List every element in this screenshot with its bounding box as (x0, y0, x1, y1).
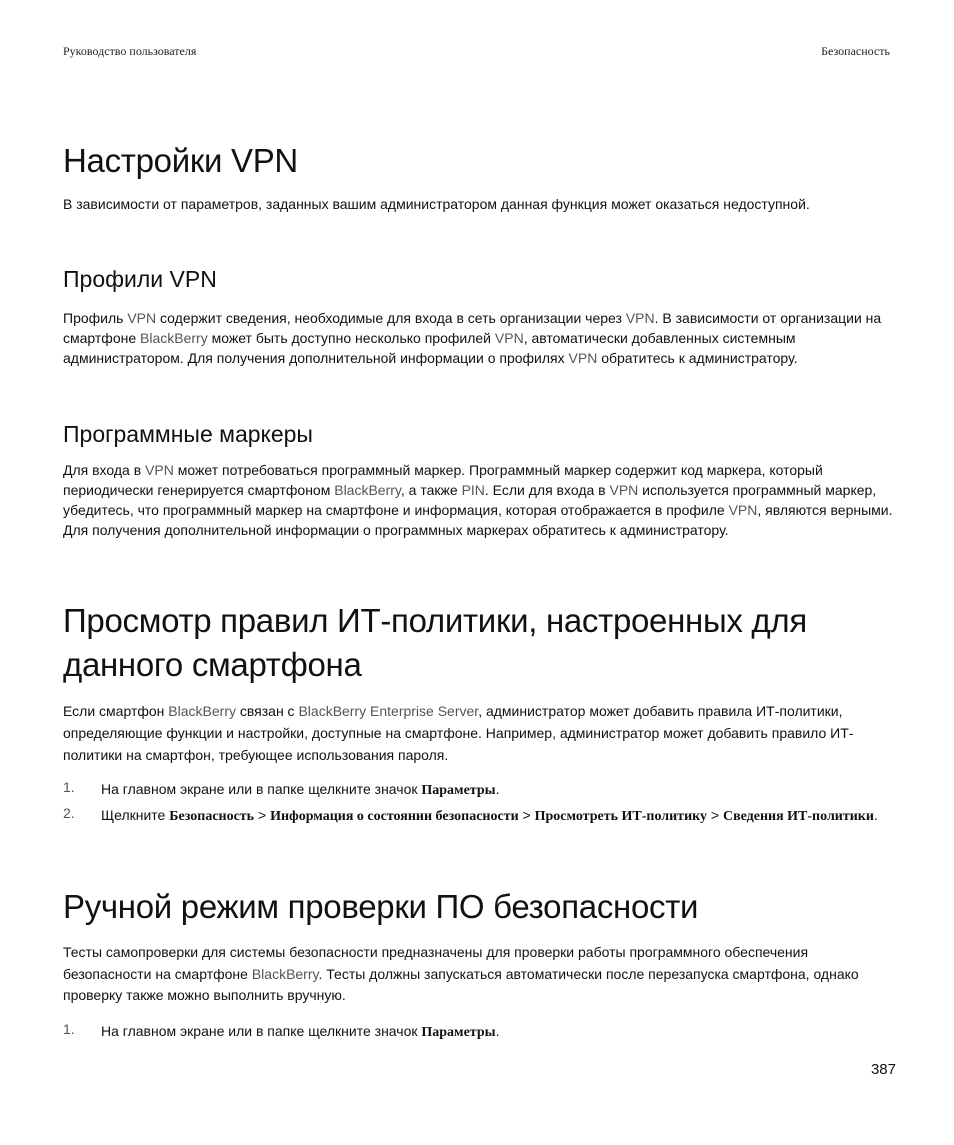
step-item: 2. Щелкните Безопасность > Информация о состоянии безопасности > Просмотреть ИТ-политику > Сведения ИТ-политики. (63, 805, 878, 824)
step-number: 2. (63, 805, 75, 821)
section-intro: В зависимости от параметров, заданных вашим администратором данная функция может оказаться недоступной. (63, 196, 810, 212)
running-header-left: Руководство пользователя (63, 44, 197, 58)
vpn-profiles-paragraph: Профиль VPN содержит сведения, необходимые для входа в сеть организации через VPN. В зависимости от организации на смартфоне BlackBerry может быть доступно несколько профилей VPN, автоматически добавленных системным администратором. Для получения дополнительной информации о профилях VPN обратитесь к администратору. (63, 310, 882, 366)
subsection-title-vpn-profiles: Профили VPN (63, 266, 217, 292)
step-number: 1. (63, 779, 75, 795)
security-check-paragraph: Тесты самопроверки для системы безопасности предназначены для проверки работы программного обеспечения безопасности на смартфоне BlackBerry. Тесты должны запускаться автоматически после перезапуска смартфона, однако проверку также можно выполнить вручную. (63, 944, 859, 1003)
it-policy-paragraph: Если смартфон BlackBerry связан с BlackBerry Enterprise Server, администратор может добавить правила ИТ-политики, определяющие функции и настройки, доступные на смартфоне. Например, администратор может добавить правило ИТ-политики на смартфон, требующее использования пароля. (63, 703, 854, 763)
it-policy-steps (63, 780, 893, 826)
page-number: 387 (870, 1061, 896, 1078)
step-item: 1. На главном экране или в папке щелкните значок Параметры. (63, 1021, 500, 1040)
section-title-it-policy: Просмотр правил ИТ-политики, настроенных для данного смартфона (63, 602, 807, 683)
section-title-security-check: Ручной режим проверки ПО безопасности (63, 888, 699, 925)
security-check-steps (63, 1022, 893, 1042)
running-header-right: Безопасность (821, 44, 890, 58)
soft-tokens-paragraph: Для входа в VPN может потребоваться программный маркер. Программный маркер содержит код маркера, который периодически генерируется смартфоном BlackBerry, а также PIN. Если для входа в VPN используется программный маркер, убедитесь, что программный маркер на смартфоне и информация, которая отображается в профиле VPN, являются верными. Для получения дополнительной информации о программных маркерах обратитесь к администратору. (63, 462, 893, 538)
section-title-vpn-settings: Настройки VPN (63, 142, 298, 179)
step-item: 1. На главном экране или в папке щелкните значок Параметры. (63, 779, 500, 798)
subsection-title-soft-tokens: Программные маркеры (63, 421, 313, 447)
step-number: 1. (63, 1021, 75, 1037)
